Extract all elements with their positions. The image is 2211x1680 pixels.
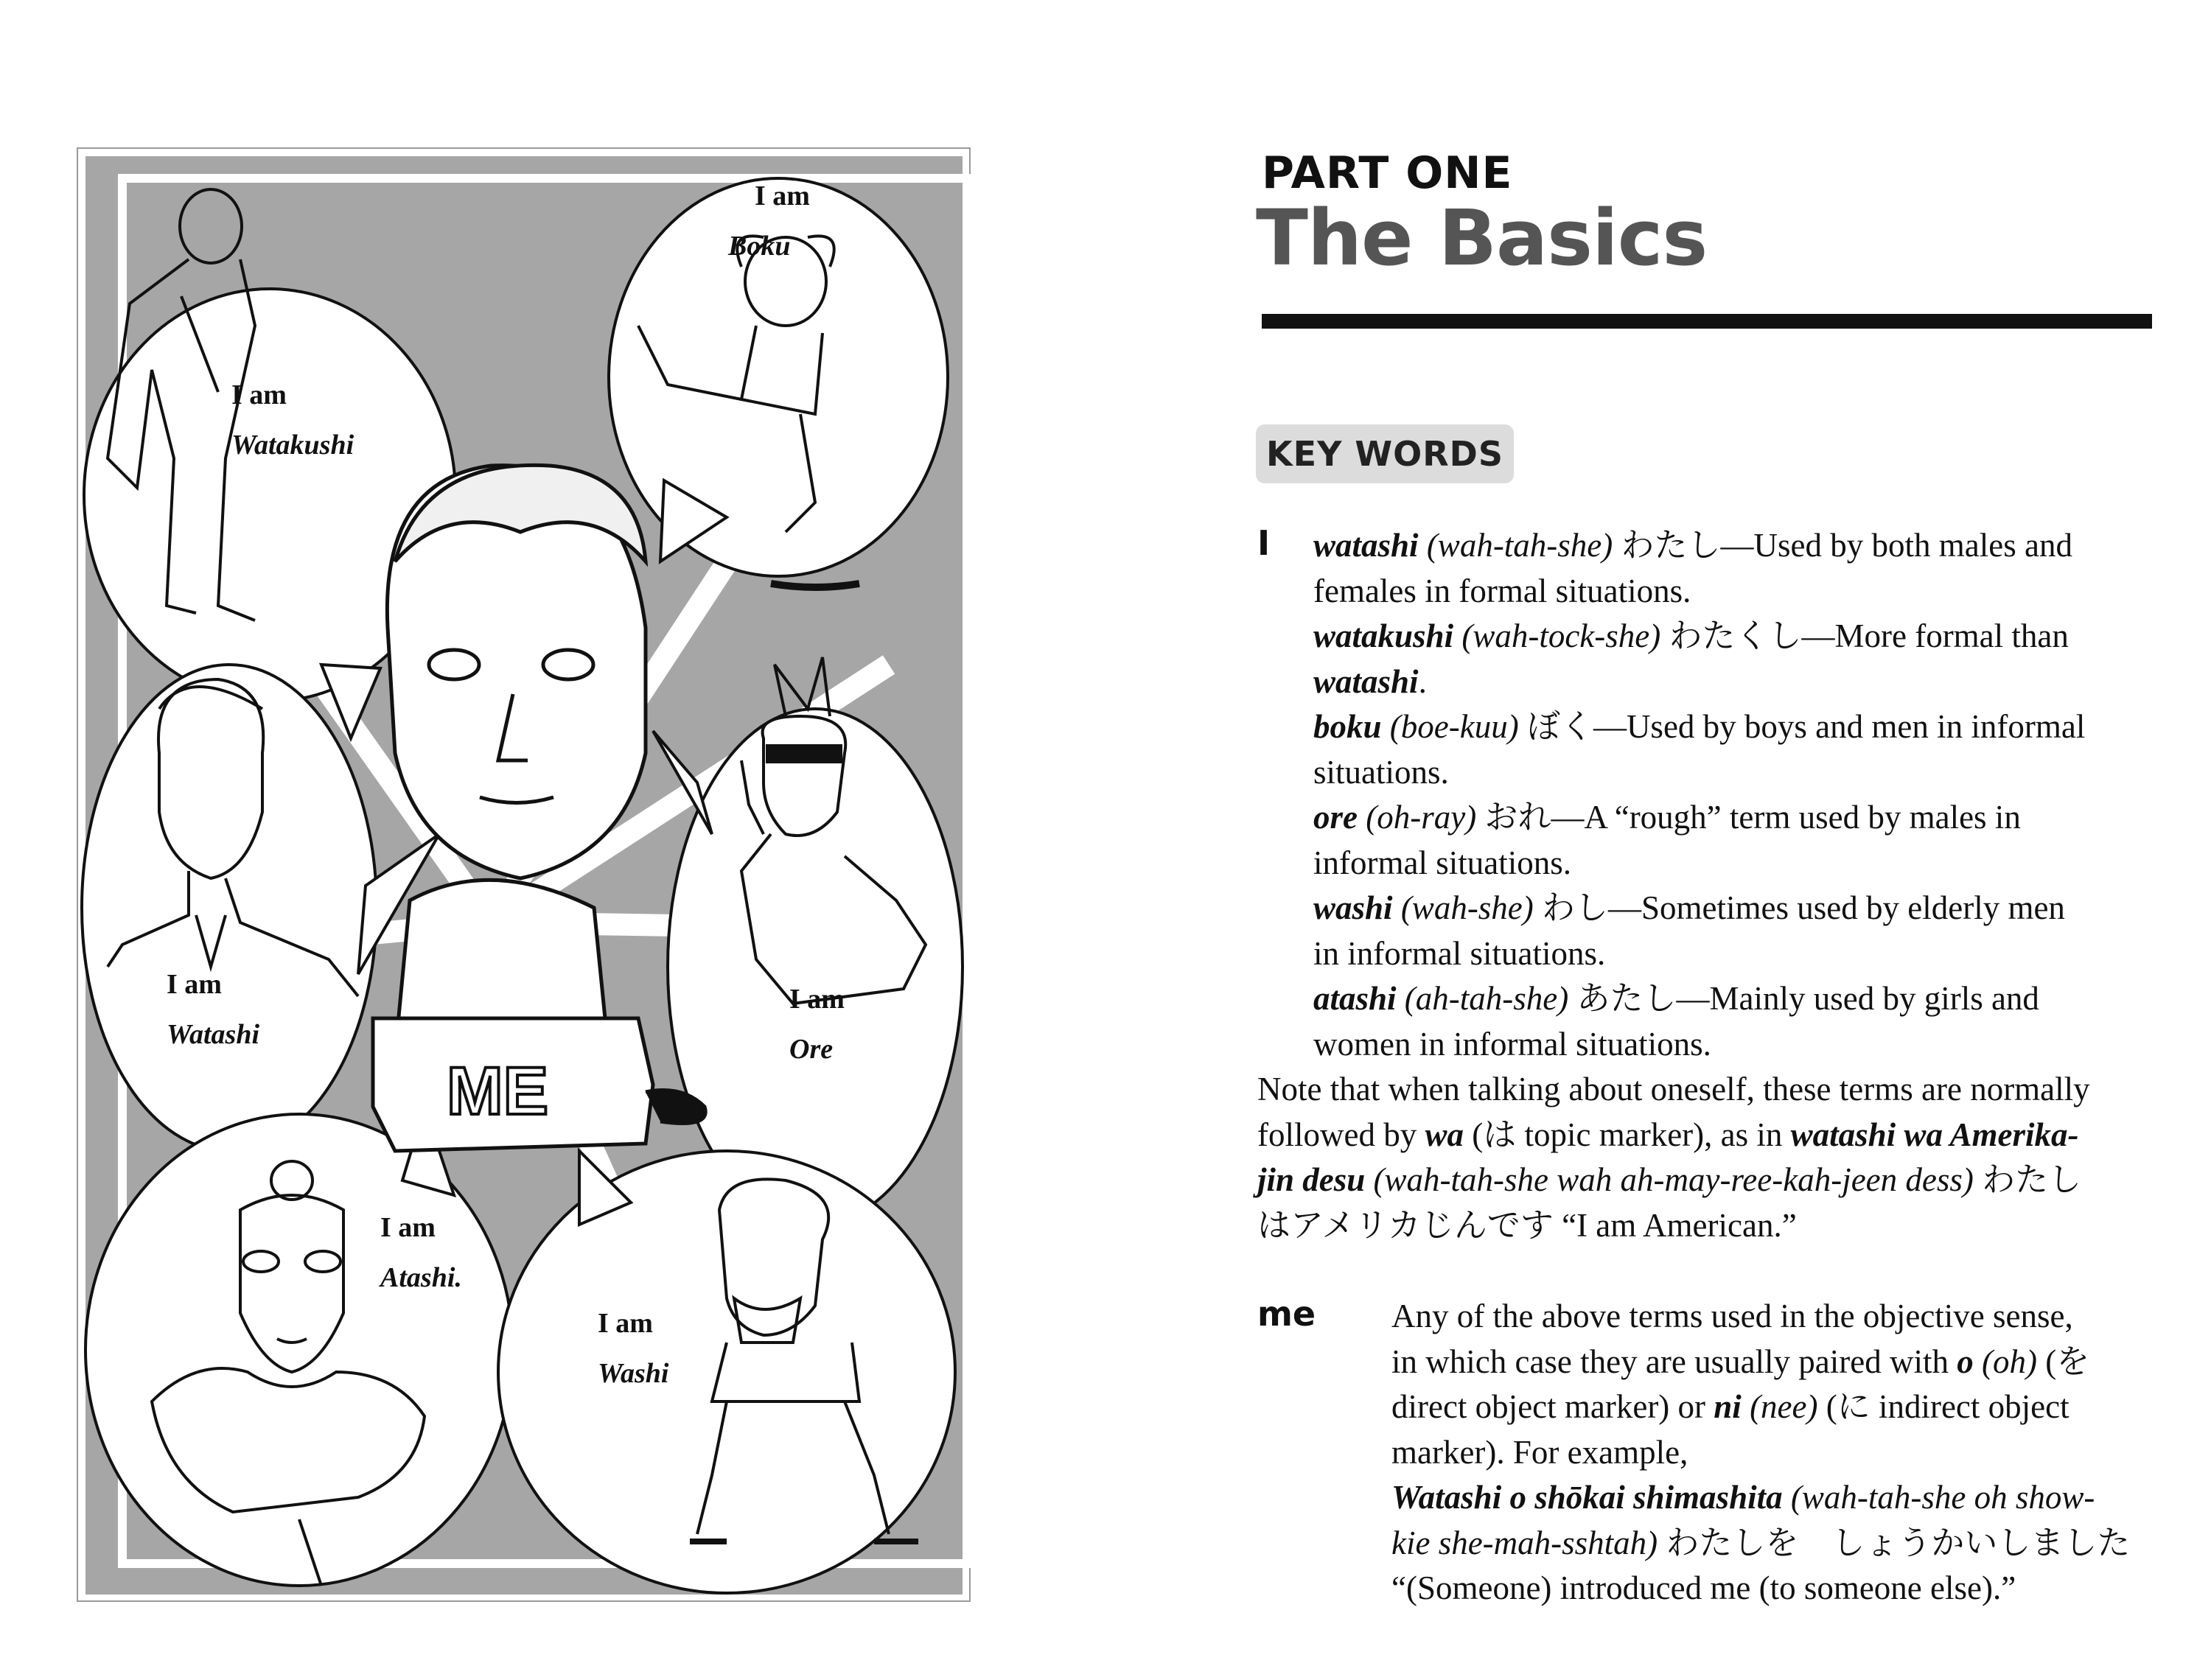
entry-line [1313,794,2021,840]
entry-text: . [1418,662,1427,700]
entry-text: わたくし—More formal than [1669,617,2069,654]
entry-text: informal situations. [1313,844,1571,881]
entry-text: あたし—Mainly used by girls and [1576,980,2039,1017]
entry-text: ぼく—Used by boys and men in informal [1526,708,2086,745]
pedestal-me-text: ME [447,1054,548,1129]
entry-text: “(Someone) introduced me (to someone else).” [1391,1569,2016,1606]
entry-line [1391,1474,2095,1520]
bubble-ore [668,709,963,1225]
entry-text: は [1483,1116,1517,1153]
entry-text: わたし—Used by both males and [1621,527,2072,564]
entry-term-me: me [1257,1294,1316,1334]
entry-text: direct object marker) or [1391,1388,1714,1425]
entry-line [1257,1066,2090,1112]
entry-text: topic marker), as in [1516,1116,1791,1153]
illustration-panel [77,147,971,1602]
title-rule [1262,314,2152,329]
chapter-title: The Basics [1256,193,1708,283]
entry-line [1391,1565,2016,1611]
label-boku [728,171,810,271]
entry-text: おれ—A “rough” term used by males in [1484,799,2021,836]
entry-text: ( [1463,1116,1484,1153]
entry-text: わし—Sometimes used by elderly men [1542,889,2065,926]
entry-text: females in formal situations. [1313,572,1691,609]
entry-line [1313,749,1449,795]
label-name: Boku [728,231,791,262]
entry-text: boku [1313,708,1382,745]
entry-text: わたし [1973,1161,2082,1198]
entry-line [1313,1021,1711,1067]
entry-line [1313,568,1691,614]
entry-line [1257,1112,2079,1158]
entry-text: わたしを しょうかいしました [1658,1524,2131,1561]
entry-text: (wah-tock-she) [1453,617,1669,654]
entry-text: marker). For example, [1391,1433,1688,1471]
entry-text: (nee) [1741,1388,1818,1425]
entry-line [1313,704,2085,749]
entry-text: kie she-mah-sshtah) [1391,1524,1658,1561]
entry-line [1313,840,1571,886]
entry-text: (を [2036,1343,2090,1380]
label-atashi [380,1203,462,1303]
entry-line [1313,659,1427,704]
entry-text: はアメリカじんです “I am American.” [1257,1206,1797,1244]
entry-text: watashi [1313,527,1419,564]
label-name: Washi [598,1358,669,1389]
entry-text: Any of the above terms used in the objective sense, [1391,1298,2073,1334]
key-words-tab: KEY WORDS [1256,424,1514,483]
entry-text: atashi [1313,980,1397,1017]
label-name: Watashi [167,1019,260,1050]
label-name: Atashi. [380,1262,462,1293]
label-i-am: I am [755,181,810,211]
entry-text: watashi wa Amerika- [1790,1116,2079,1153]
entry-term-i: I [1257,523,1271,563]
part-label: PART ONE [1262,147,1513,199]
entry-line [1313,885,2065,931]
pronoun-cartoon [78,149,972,1603]
entry-text: Watashi o shōkai shimashita [1391,1479,1783,1516]
label-washi [598,1298,668,1399]
bubble-watashi [82,665,377,1151]
entry-text: ni [1714,1388,1742,1425]
entry-text: (oh-ray) [1358,799,1485,836]
entry-text: situations. [1313,753,1449,791]
label-name: Watakushi [231,430,354,461]
label-i-am: I am [598,1308,653,1339]
label-i-am: I am [380,1212,436,1243]
entry-text: (ah-tah-she) [1396,980,1577,1017]
entry-text: (に indirect object [1817,1388,2069,1425]
label-watashi [167,959,259,1060]
entry-text: (wah-tah-she) [1418,527,1621,564]
entry-line [1313,613,2069,659]
entry-line [1313,976,2039,1021]
entry-line [1391,1339,2089,1385]
entry-line [1391,1293,2073,1339]
entry-text: in informal situations. [1313,934,1606,972]
label-ore [789,974,845,1074]
entry-text: (wah-tah-she oh show- [1782,1479,2095,1516]
entry-line [1257,1203,1797,1248]
label-watakushi [231,370,354,470]
entry-text: wa [1425,1116,1464,1153]
entry-line [1313,931,1605,976]
entry-text: (oh) [1973,1343,2037,1380]
entry-text: women in informal situations. [1313,1025,1711,1063]
label-i-am: I am [167,969,222,1000]
entry-line [1391,1520,2130,1566]
entry-text: washi [1313,889,1393,926]
entry-text: (boe-kuu) [1381,708,1527,745]
entry-text: jin desu [1257,1161,1366,1198]
entry-text: watashi [1313,662,1419,700]
entry-text: watakushi [1313,617,1454,654]
entry-line [1257,1157,2081,1203]
entry-text: followed by [1257,1116,1425,1153]
entry-text: Note that when talking about oneself, these terms are normally [1257,1071,2090,1107]
label-i-am: I am [789,984,845,1015]
label-name: Ore [789,1034,834,1065]
entry-text: in which case they are usually paired with [1391,1343,1957,1380]
entry-text: (wah-tah-she wah ah-may-ree-kah-jeen dess) [1365,1161,1974,1198]
entry-text: (wah-she) [1392,889,1543,926]
entry-line [1391,1429,1688,1475]
entry-line [1391,1384,2069,1429]
entry-text: ore [1313,799,1358,836]
entry-line [1313,522,2072,568]
label-i-am: I am [231,379,287,410]
entry-text: o [1957,1343,1974,1380]
